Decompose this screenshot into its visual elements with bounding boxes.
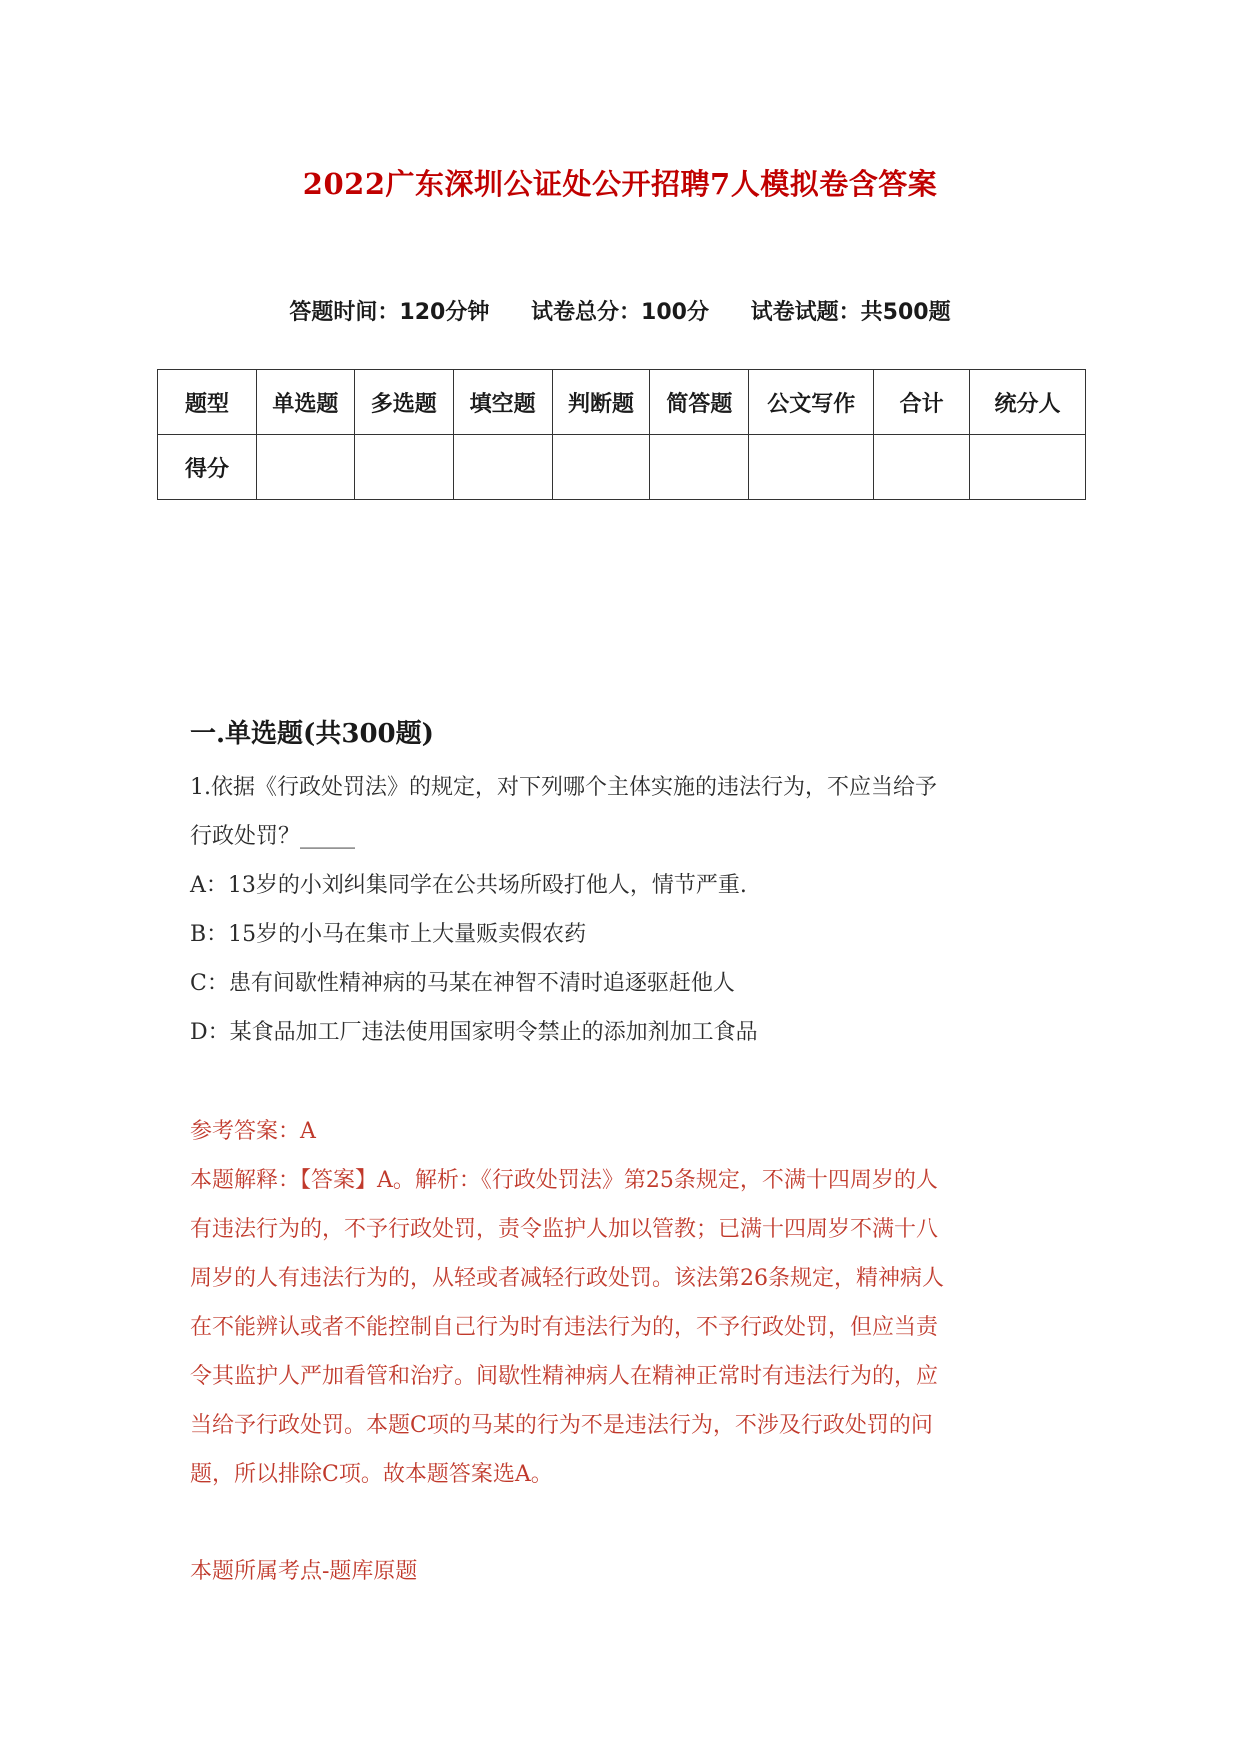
question-point: 本题所属考点-题库原题 xyxy=(190,1559,418,1584)
explanation-line: 在不能辨认或者不能控制自己行为时有违法行为的，不予行政处罚，但应当责 xyxy=(190,1315,939,1340)
option-b: B：15岁的小马在集市上大量贩卖假农药 xyxy=(190,922,587,947)
page-title: 2022广东深圳公证处公开招聘7人模拟卷含答案 xyxy=(302,167,938,201)
explanation-block xyxy=(190,1156,1060,1499)
score-cell xyxy=(453,435,552,500)
option-a: A：13岁的小刘纠集同学在公共场所殴打他人，情节严重. xyxy=(190,873,747,898)
section-title: 一.单选题(共300题) xyxy=(190,719,434,749)
exam-total-score: 试卷总分：100分 xyxy=(531,300,709,325)
score-table xyxy=(157,369,1086,500)
explanation-line: 令其监护人严加看管和治疗。间歇性精神病人在精神正常时有违法行为的，应 xyxy=(190,1364,939,1389)
score-cell xyxy=(874,435,970,500)
explanation-line: 题，所以排除C项。故本题答案选A。 xyxy=(190,1462,553,1487)
exam-meta xyxy=(0,295,1240,326)
explanation-line: 周岁的人有违法行为的，从轻或者减轻行政处罚。该法第26条规定，精神病人 xyxy=(190,1266,944,1291)
reference-answer: 参考答案：A xyxy=(190,1119,316,1144)
header-cell: 单选题 xyxy=(256,370,354,435)
score-cell xyxy=(354,435,453,500)
score-cell xyxy=(650,435,749,500)
score-cell xyxy=(970,435,1086,500)
score-table-header-row xyxy=(158,370,1086,435)
header-cell: 合计 xyxy=(874,370,970,435)
question-stem-line: 行政处罚？_____ xyxy=(190,824,356,849)
score-cell xyxy=(552,435,650,500)
row-label: 得分 xyxy=(158,435,257,500)
header-cell: 题型 xyxy=(158,370,257,435)
score-table-score-row xyxy=(158,435,1086,500)
explanation-line: 有违法行为的，不予行政处罚，责令监护人加以管教；已满十四周岁不满十八 xyxy=(190,1217,939,1242)
header-cell: 填空题 xyxy=(453,370,552,435)
question-stem-line: 1.依据《行政处罚法》的规定，对下列哪个主体实施的违法行为，不应当给予 xyxy=(190,775,937,800)
explanation-line: 当给予行政处罚。本题C项的马某的行为不是违法行为，不涉及行政处罚的问 xyxy=(190,1413,933,1438)
header-cell: 判断题 xyxy=(552,370,650,435)
score-cell xyxy=(256,435,354,500)
exam-time: 答题时间：120分钟 xyxy=(289,300,490,325)
exam-question-count: 试卷试题：共500题 xyxy=(750,300,951,325)
score-cell xyxy=(749,435,874,500)
option-c: C：患有间歇性精神病的马某在神智不清时追逐驱赶他人 xyxy=(190,971,735,996)
header-cell: 多选题 xyxy=(354,370,453,435)
explanation-line: 本题解释：【答案】A。解析：《行政处罚法》第25条规定，不满十四周岁的人 xyxy=(190,1168,938,1193)
header-cell: 简答题 xyxy=(650,370,749,435)
header-cell: 公文写作 xyxy=(749,370,874,435)
option-d: D：某食品加工厂违法使用国家明令禁止的添加剂加工食品 xyxy=(190,1020,758,1045)
question-block xyxy=(190,763,1060,1057)
header-cell: 统分人 xyxy=(970,370,1086,435)
